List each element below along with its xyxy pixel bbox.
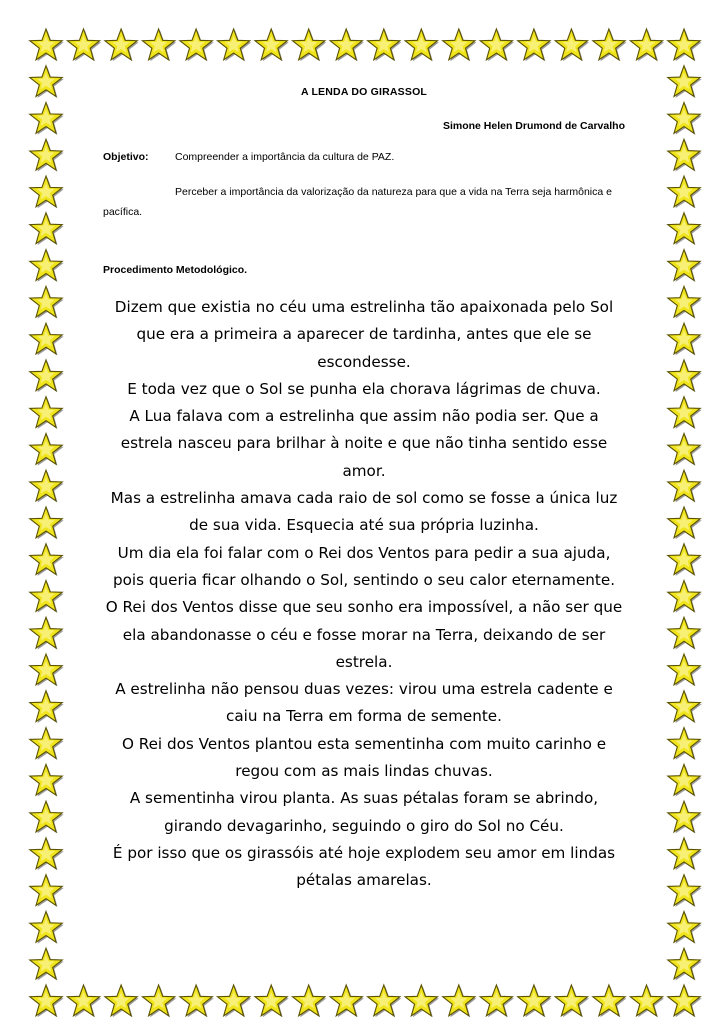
star-icon [405,985,439,1017]
star-icon [630,29,664,61]
star-icon [30,470,64,502]
star-icon [480,29,514,61]
story-paragraph: A estrelinha não pensou duas vezes: virou uma estrela cadente e caiu na Terra em forma de semente. [115,680,613,726]
star-icon [668,213,702,245]
star-icon [668,29,702,61]
page-title: A LENDA DO GIRASSOL [300,86,428,98]
story-paragraph: O Rei dos Ventos plantou esta sementinha com muito carinho e regou com as mais lindas chuvas. [121,734,607,781]
star-icon [30,397,64,429]
star-icon [30,434,64,466]
star-icon [668,103,702,135]
star-icon [668,838,702,870]
objective-label: Objetivo: [103,151,149,163]
star-icon [30,875,64,907]
star-icon [555,29,589,61]
story-paragraph: É por isso que os girassóis até hoje explodem seu amor em lindas pétalas amarelas. [112,843,616,890]
star-icon [668,434,702,466]
star-icon [30,360,64,392]
star-icon [67,29,101,61]
star-icon [218,29,252,61]
star-icon [668,250,702,282]
star-icon [180,29,214,61]
star-icon [630,985,664,1017]
star-icon [593,29,627,61]
star-icon [330,985,364,1017]
star-icon [30,728,64,760]
star-icon [255,985,289,1017]
star-icon [30,139,64,171]
star-icon [30,985,64,1017]
star-icon [668,176,702,208]
star-icon [30,617,64,649]
objective-row [103,151,625,163]
star-icon [668,323,702,355]
star-icon [668,617,702,649]
story-paragraph: A sementinha virou planta. As suas pétalas foram se abrindo, girando devagarinho, seguindo o giro do Sol no Céu. [129,789,599,835]
star-icon [668,985,702,1017]
story-paragraph: E toda vez que o Sol se punha ela chorava lágrimas de chuva. [127,379,601,398]
star-icon [30,654,64,686]
star-icon [30,66,64,98]
star-icon [30,764,64,796]
star-icon [30,691,64,723]
star-icon [668,948,702,980]
star-icon [405,29,439,61]
star-icon [30,544,64,576]
star-icon [555,985,589,1017]
story-paragraph: Dizem que existia no céu uma estrelinha tão apaixonada pelo Sol que era a primeira a aparecer de tardinha, antes que ele se escondesse. [114,298,614,371]
star-icon [330,29,364,61]
star-icon [293,985,327,1017]
star-icon [668,764,702,796]
star-icon [668,470,702,502]
star-icon [30,507,64,539]
star-icon [668,507,702,539]
story-paragraph: A Lua falava com a estrelinha que assim não podia ser. Que a estrela nasceu para brilhar à noite e que não tinha sentido esse amor. [120,407,608,480]
star-icon [668,286,702,318]
story-paragraph: Mas a estrelinha amava cada raio de sol como se fosse a única luz de sua vida. Esquecia até sua própria luzinha. [110,489,618,535]
star-icon [480,985,514,1017]
star-icon [180,985,214,1017]
star-icon [30,286,64,318]
story-paragraph: Um dia ela foi falar com o Rei dos Ventos para pedir a sua ajuda, pois queria ficar olhando o Sol, sentindo o seu calor eternamente. [112,543,616,589]
star-icon [105,985,139,1017]
story-paragraph: O Rei dos Ventos disse que seu sonho era impossível, a não ser que ela abandonasse o céu e fosse morar na Terra, deixando de ser estrela. [105,598,623,671]
star-icon [255,29,289,61]
star-icon [30,213,64,245]
star-icon [668,139,702,171]
star-icon [668,581,702,613]
star-icon [30,838,64,870]
star-icon [668,654,702,686]
star-icon [293,29,327,61]
star-icon [443,985,477,1017]
star-icon [668,728,702,760]
procedure-heading: Procedimento Metodológico. [103,264,248,276]
star-icon [105,29,139,61]
story-text [103,294,625,895]
star-icon [142,29,176,61]
star-icon [368,985,402,1017]
star-icon [368,29,402,61]
star-icon [668,360,702,392]
star-icon [30,250,64,282]
star-icon [668,801,702,833]
star-icon [30,581,64,613]
star-icon [30,103,64,135]
objective-line-2: Perceber a importância da valorização da natureza para que a vida na Terra seja harmônica e pacífica. [103,186,612,218]
star-icon [30,323,64,355]
author-name: Simone Helen Drumond de Carvalho [442,120,625,132]
star-icon [668,397,702,429]
star-icon [142,985,176,1017]
star-icon [218,985,252,1017]
star-icon [443,29,477,61]
star-icon [30,912,64,944]
star-icon [30,176,64,208]
star-icon [518,29,552,61]
star-icon [30,948,64,980]
star-icon [668,691,702,723]
star-icon [668,875,702,907]
star-icon [593,985,627,1017]
star-icon [668,66,702,98]
star-icon [67,985,101,1017]
star-icon [518,985,552,1017]
star-icon [668,912,702,944]
objective-line-1: Compreender a importância da cultura de PAZ. [175,151,395,163]
star-icon [30,801,64,833]
star-icon [30,29,64,61]
star-icon [668,544,702,576]
